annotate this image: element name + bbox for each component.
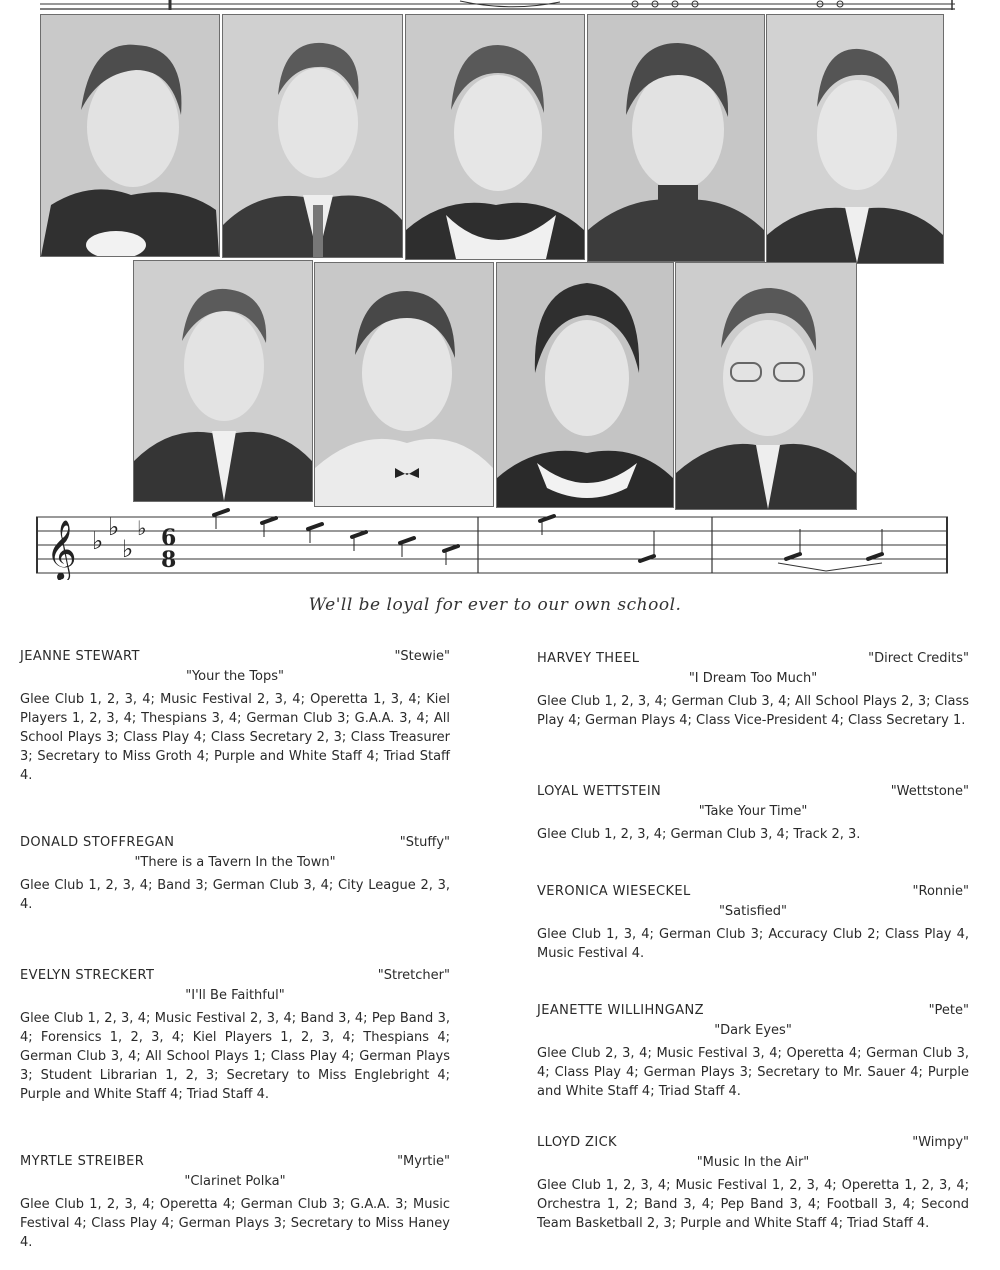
student-quote: "Your the Tops" bbox=[185, 669, 285, 684]
portrait-photo-3 bbox=[405, 14, 585, 260]
senior-entry bbox=[537, 649, 969, 730]
svg-text:𝄞: 𝄞 bbox=[46, 520, 77, 580]
student-name: LOYAL WETTSTEIN bbox=[537, 784, 662, 799]
student-name: VERONICA WIESECKEL bbox=[537, 884, 691, 899]
portrait-photo-6 bbox=[133, 260, 313, 502]
student-quote: "Satisfied" bbox=[718, 904, 788, 919]
student-quote: "Dark Eyes" bbox=[714, 1023, 792, 1038]
portrait-photo-9 bbox=[675, 262, 857, 510]
student-nickname: "Stuffy" bbox=[399, 835, 450, 850]
student-name: LLOYD ZICK bbox=[537, 1135, 617, 1150]
portrait-photo-7 bbox=[314, 262, 494, 507]
senior-entry bbox=[20, 1152, 450, 1252]
student-activities: Glee Club 1, 2, 3, 4; Operetta 4; German Club 3; G.A.A. 3; Music Festival 4; Class Play 4; German Plays 3; Secretary to Miss Haney 4. bbox=[20, 1197, 450, 1250]
svg-text:6: 6 bbox=[161, 525, 177, 551]
student-nickname: "Pete" bbox=[928, 1003, 969, 1018]
student-activities: Glee Club 1, 2, 3, 4; German Club 3, 4; Track 2, 3. bbox=[537, 827, 861, 842]
student-activities: Glee Club 1, 2, 3, 4; Music Festival 2, 3, 4; Band 3, 4; Pep Band 3, 4; Forensics 1, 2, 3, 4; Kiel Players 1, 2, 3, 4; Thespians 4; German Club 3, 4; All School Plays 1; Class Play 4; German Plays 3; Student Librarian 1, 2, 3; Secretary to Miss Englebright 4; Purple and White Staff 4; Triad Staff 4. bbox=[20, 1011, 450, 1102]
student-nickname: "Ronnie" bbox=[912, 884, 969, 899]
senior-entry bbox=[537, 782, 969, 844]
senior-entry bbox=[537, 882, 969, 963]
student-nickname: "Wettstone" bbox=[890, 784, 969, 799]
student-activities: Glee Club 1, 2, 3, 4; German Club 3, 4; All School Plays 2, 3; Class Play 4; German Plays 4; Class Vice-President 4; Class Secretary 1. bbox=[537, 694, 969, 728]
student-quote: "Music In the Air" bbox=[696, 1155, 810, 1170]
portrait-photo-5 bbox=[766, 14, 944, 264]
student-nickname: "Myrtie" bbox=[397, 1154, 450, 1169]
svg-text:♭: ♭ bbox=[122, 535, 134, 563]
student-quote: "Clarinet Polka" bbox=[184, 1174, 286, 1189]
student-quote: "I Dream Too Much" bbox=[688, 671, 818, 686]
senior-entry bbox=[20, 966, 450, 1104]
senior-entry bbox=[537, 1133, 969, 1233]
student-quote: "There is a Tavern In the Town" bbox=[134, 855, 336, 870]
student-quote: "I'll Be Faithful" bbox=[185, 988, 285, 1003]
svg-text:♭: ♭ bbox=[137, 516, 147, 540]
student-activities: Glee Club 1, 3, 4; German Club 3; Accuracy Club 2; Class Play 4, Music Festival 4. bbox=[537, 927, 969, 961]
student-name: MYRTLE STREIBER bbox=[20, 1154, 145, 1169]
student-nickname: "Wimpy" bbox=[912, 1135, 969, 1150]
svg-text:♭: ♭ bbox=[108, 513, 120, 541]
student-activities: Glee Club 1, 2, 3, 4; Music Festival 1, 2, 3, 4; Operetta 1, 2, 3, 4; Orchestra 1, 2; Band 3, 4; Pep Band 3, 4; Football 3, 4; Second Team Basketball 2, 3; Purple and White Staff 4; Triad Staff 4. bbox=[537, 1178, 969, 1231]
student-name: EVELYN STRECKERT bbox=[20, 968, 155, 983]
motto-caption: We'll be loyal for ever to our own school. bbox=[308, 595, 682, 615]
student-name: JEANNE STEWART bbox=[20, 649, 140, 664]
student-quote: "Take Your Time" bbox=[698, 804, 808, 819]
portrait-photo-8 bbox=[496, 262, 674, 508]
music-staff bbox=[36, 505, 950, 580]
portrait-photo-4 bbox=[587, 14, 765, 262]
portrait-photo-1 bbox=[40, 14, 220, 257]
student-activities: Glee Club 1, 2, 3, 4; Band 3; German Club 3, 4; City League 2, 3, 4. bbox=[20, 878, 450, 912]
student-nickname: "Direct Credits" bbox=[868, 651, 969, 666]
svg-text:8: 8 bbox=[161, 547, 177, 573]
student-name: JEANETTE WILLIHNGANZ bbox=[537, 1003, 704, 1018]
student-name: DONALD STOFFREGAN bbox=[20, 835, 175, 850]
top-staff-fragment bbox=[40, 0, 955, 10]
student-activities: Glee Club 1, 2, 3, 4; Music Festival 2, 3, 4; Operetta 1, 3, 4; Kiel Players 1, 2, 3, 4; Thespians 3, 4; German Club 3; G.A.A. 3, 4; All School Plays 3; Class Play 4; Class Secretary 2, 3; Class Treasurer 3; Secretary to Miss Groth 4; Purple and White Staff 4; Triad Staff 4. bbox=[20, 692, 450, 783]
senior-entry bbox=[20, 833, 450, 914]
svg-text:♭: ♭ bbox=[92, 527, 104, 555]
student-nickname: "Stretcher" bbox=[377, 968, 450, 983]
portrait-photo-2 bbox=[222, 14, 403, 258]
senior-entry bbox=[537, 1001, 969, 1101]
student-activities: Glee Club 2, 3, 4; Music Festival 3, 4; Operetta 4; German Club 3, 4; Class Play 4; German Plays 3; Secretary to Mr. Sauer 4; Purple and White Staff 4; Triad Staff 4. bbox=[537, 1046, 969, 1099]
senior-entry bbox=[20, 647, 450, 785]
student-name: HARVEY THEEL bbox=[537, 651, 640, 666]
student-nickname: "Stewie" bbox=[394, 649, 450, 664]
